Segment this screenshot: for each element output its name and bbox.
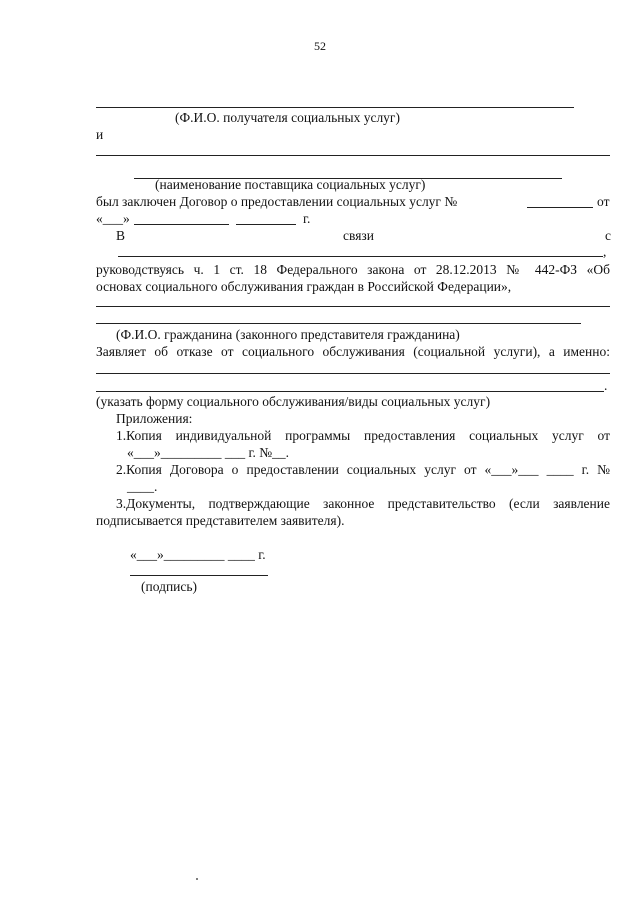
contract-date-year-line[interactable] bbox=[236, 224, 296, 225]
guided-text-line-2: основах социального обслуживания граждан в Российской Федерации», bbox=[96, 279, 512, 294]
reason-line[interactable] bbox=[118, 256, 603, 257]
contract-number-line[interactable] bbox=[527, 207, 593, 208]
attachment-2: 2.Копия Договора о предоставлении социальных услуг от «___»___ ____ г. № bbox=[116, 462, 610, 477]
provider-caption: (наименование поставщика социальных услуг) bbox=[155, 177, 426, 192]
services-line-2[interactable] bbox=[96, 391, 604, 392]
reason-line-comma: , bbox=[603, 244, 607, 259]
attachment-1-line-2: «___»_________ ___ г. №__. bbox=[127, 445, 290, 460]
services-line-1[interactable] bbox=[96, 373, 610, 374]
recipient-caption: (Ф.И.О. получателя социальных услуг) bbox=[175, 110, 400, 125]
signature-line[interactable] bbox=[130, 575, 268, 576]
signature-date: «___»_________ ____ г. bbox=[130, 547, 266, 562]
provider-line-1[interactable] bbox=[96, 155, 610, 156]
in-word: В bbox=[116, 228, 126, 243]
contract-date-day: «___» bbox=[96, 211, 130, 226]
attachment-1-line-1: 1.Копия индивидуальной программы предоставления социальных услуг от bbox=[116, 428, 610, 443]
attachment-3-line-2: подписывается представителем заявителя). bbox=[96, 513, 345, 528]
contract-date-year-suffix: г. bbox=[303, 211, 311, 226]
contract-date-month-line[interactable] bbox=[134, 224, 229, 225]
citizen-line-1[interactable] bbox=[96, 306, 610, 307]
citizen-caption: (Ф.И.О. гражданина (законного представителя гражданина) bbox=[116, 327, 460, 342]
signature-caption: (подпись) bbox=[141, 579, 198, 594]
attachments-label: Приложения: bbox=[116, 411, 193, 426]
services-line-period: . bbox=[604, 378, 608, 393]
recipient-line[interactable] bbox=[96, 107, 574, 108]
attachment-2-tail: ____. bbox=[127, 479, 158, 494]
from-word: от bbox=[597, 194, 610, 209]
declaration-text: Заявляет об отказе от социального обслуживания (социальной услуги), а именно: bbox=[96, 344, 610, 359]
connection-word: связи bbox=[343, 228, 374, 243]
page-number: 52 bbox=[314, 39, 326, 53]
guided-text-line-1: руководствуясь ч. 1 ст. 18 Федерального закона от 28.12.2013 № 442-ФЗ «Об bbox=[96, 262, 610, 277]
contract-concluded-text: был заключен Договор о предоставлении социальных услуг № bbox=[96, 194, 458, 209]
attachment-3-line-1: 3.Документы, подтверждающие законное представительство (если заявление bbox=[116, 496, 610, 511]
conjunction-and: и bbox=[96, 127, 104, 142]
with-word: с bbox=[605, 228, 611, 243]
scan-speck bbox=[196, 878, 198, 880]
form-caption: (указать форму социального обслуживания/виды социальных услуг) bbox=[96, 394, 491, 409]
citizen-line-2[interactable] bbox=[96, 323, 581, 324]
